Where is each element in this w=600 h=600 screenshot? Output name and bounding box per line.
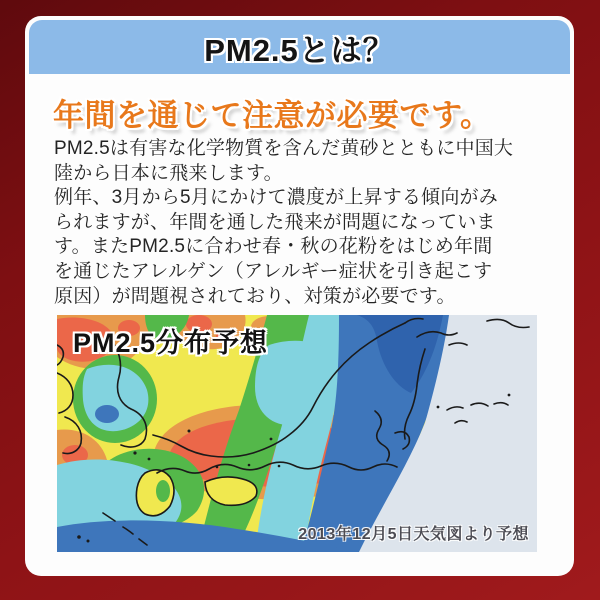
body-line: PM2.5は有害な化学物質を含んだ黄砂とともに中国大 bbox=[54, 138, 514, 159]
headline: 年間を通じて注意が必要です。 bbox=[53, 98, 492, 133]
page-title: PM2.5とは？ bbox=[204, 32, 395, 68]
body-line: を通じたアレルゲン（アレルギー症状を引き起こす bbox=[54, 260, 493, 282]
info-card bbox=[25, 16, 574, 576]
map-title: PM2.5分布予想 bbox=[73, 328, 269, 358]
pm25-forecast-map bbox=[57, 315, 537, 552]
title-bar bbox=[29, 20, 570, 74]
body-line: 例年、3月から5月にかけて濃度が上昇する傾向がみ bbox=[54, 187, 498, 209]
body-line: 原因）が問題視されており、対策が必要です。 bbox=[54, 285, 456, 307]
body-line: す。またPM2.5に合わせ春・秋の花粉をはじめ年間 bbox=[54, 236, 493, 258]
body-line: られますが、年間を通した飛来が問題になっていま bbox=[54, 211, 496, 233]
body-line: 陸から日本に飛来します。 bbox=[54, 162, 283, 184]
map-source-caption: 2013年12月5日天気図より予想 bbox=[298, 526, 529, 543]
body-paragraph bbox=[54, 137, 513, 309]
